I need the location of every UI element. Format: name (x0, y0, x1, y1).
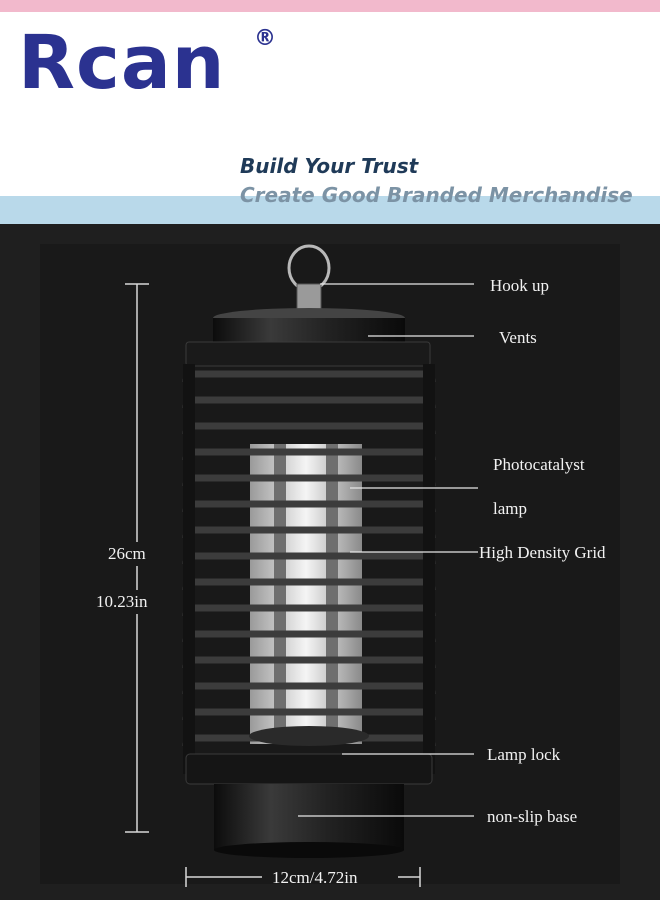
label-vents: Vents (499, 328, 537, 347)
left-pillar (183, 364, 195, 774)
registered-mark: ® (254, 26, 276, 51)
top-cap (186, 308, 430, 366)
height-cm-label: 26cm (108, 542, 146, 566)
height-in-label: 10.23in (96, 590, 147, 614)
label-photocatalyst-line1: Photocatalyst (493, 455, 585, 474)
slogan-line-1: Build Your Trust (240, 154, 419, 178)
label-high-density-grid: High Density Grid (479, 543, 606, 562)
label-hook-up: Hook up (490, 276, 550, 295)
label-lamp-lock: Lamp lock (487, 745, 561, 764)
photocatalyst-lamp (250, 444, 362, 744)
product-image-panel (0, 224, 660, 900)
label-non-slip-base: non-slip base (487, 807, 578, 826)
slogan-line-2: Create Good Branded Merchandise (240, 183, 633, 207)
label-photocatalyst-line2: lamp (493, 499, 527, 518)
logo-text: Rcan (18, 20, 226, 106)
top-accent-strip (0, 0, 660, 12)
right-pillar (423, 364, 435, 774)
width-label: 12cm/4.72in (272, 868, 358, 887)
brand-logo (18, 18, 276, 108)
